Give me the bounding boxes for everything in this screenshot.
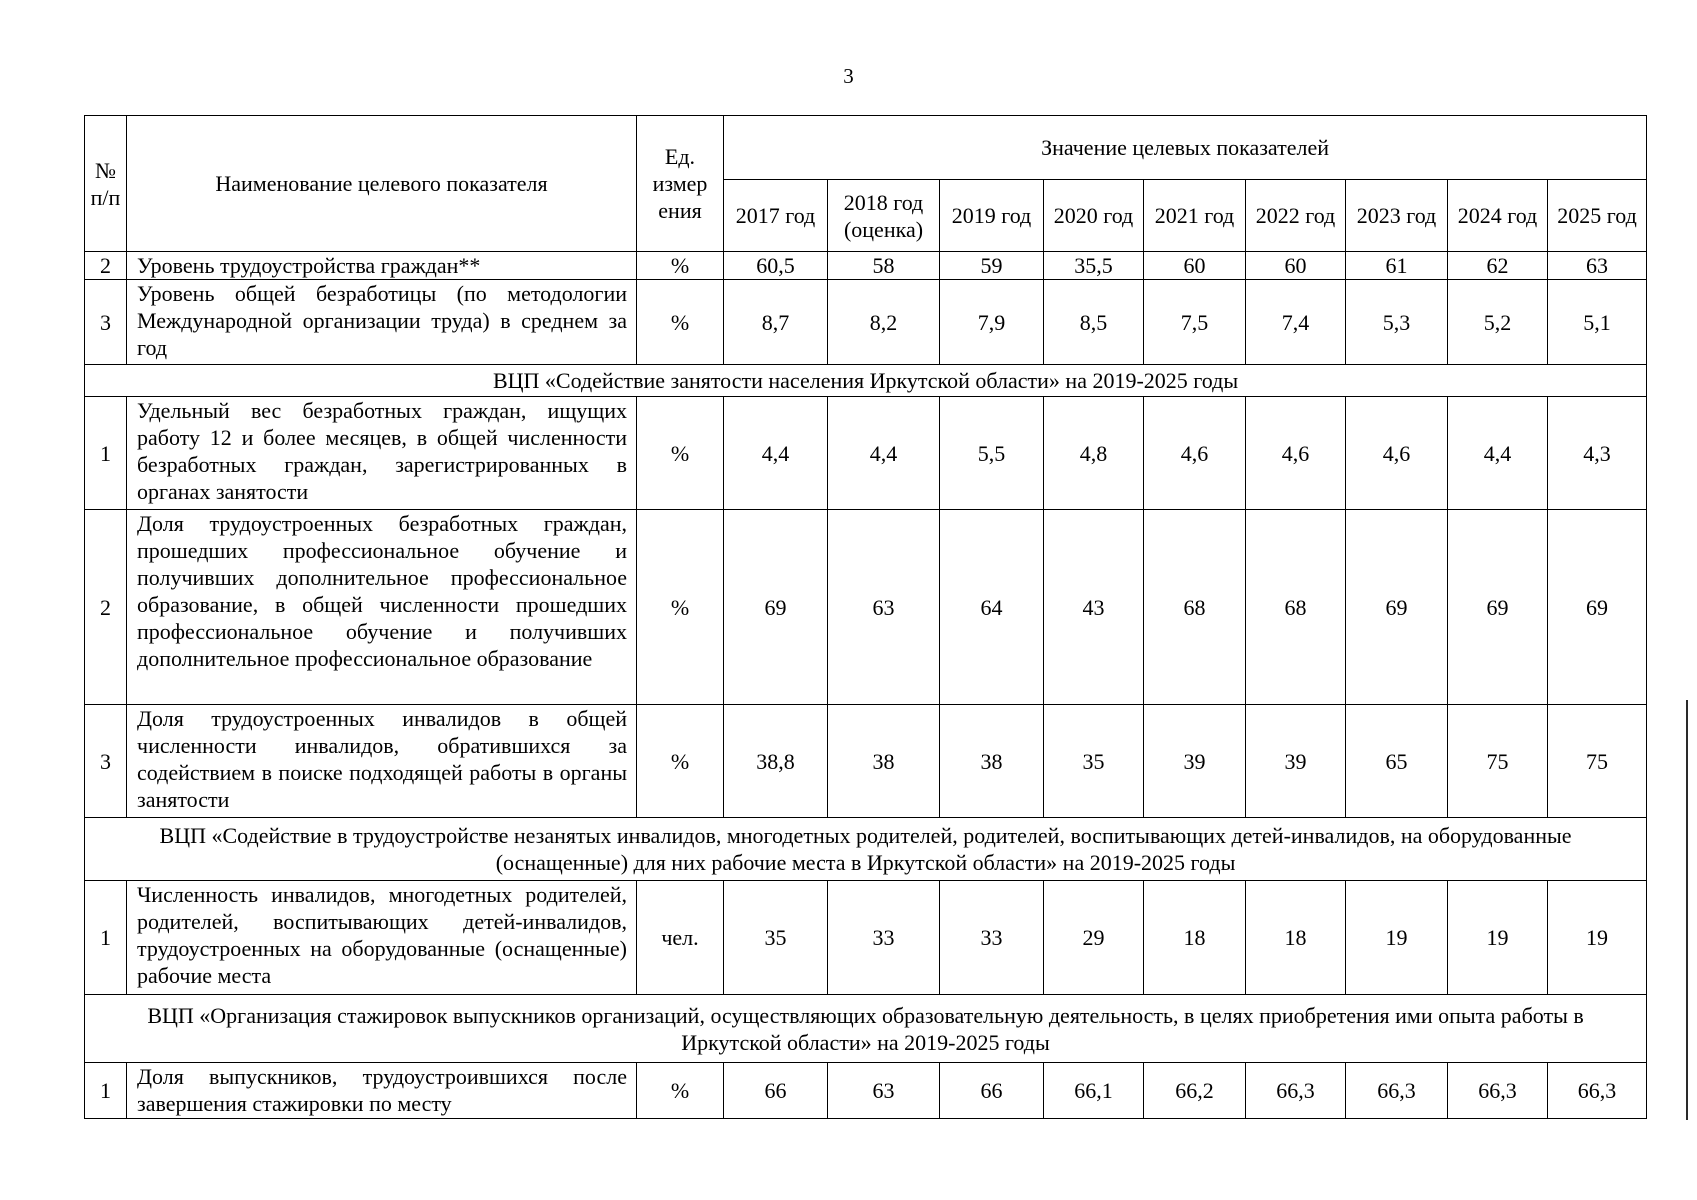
value-cell: 35,5 — [1044, 252, 1144, 280]
indicator-name: Уровень трудоустройства граждан** — [127, 252, 637, 280]
value-cell: 68 — [1246, 510, 1346, 705]
table-row — [85, 705, 1647, 818]
section-title: ВЦП «Содействие в трудоустройстве незанятых инвалидов, многодетных родителей, родителей, воспитывающих детей-инвалидов, на оборудованные (оснащенные) для них рабочие места в Иркутской области» на 2019-2025 годы — [85, 818, 1647, 881]
value-cell: 7,4 — [1246, 280, 1346, 365]
value-cell: 4,4 — [1448, 397, 1548, 510]
header-year: 2025 год — [1548, 180, 1647, 252]
value-cell: 8,7 — [724, 280, 828, 365]
row-number: 1 — [85, 881, 127, 995]
unit-cell: % — [637, 280, 724, 365]
value-cell: 8,5 — [1044, 280, 1144, 365]
value-cell: 19 — [1448, 881, 1548, 995]
value-cell: 66,3 — [1548, 1063, 1647, 1119]
value-cell: 38,8 — [724, 705, 828, 818]
unit-cell: чел. — [637, 881, 724, 995]
value-cell: 4,6 — [1346, 397, 1448, 510]
value-cell: 66 — [724, 1063, 828, 1119]
indicator-name: Доля трудоустроенных инвалидов в общей численности инвалидов, обратившихся за содействием в поиске подходящей работы в органы занятости — [127, 705, 637, 818]
row-number: 3 — [85, 280, 127, 365]
page-number: 3 — [843, 64, 854, 88]
value-cell: 7,9 — [940, 280, 1044, 365]
value-cell: 66,3 — [1346, 1063, 1448, 1119]
unit-cell: % — [637, 510, 724, 705]
header-year: 2021 год — [1144, 180, 1246, 252]
value-cell: 4,6 — [1144, 397, 1246, 510]
value-cell: 66,3 — [1448, 1063, 1548, 1119]
indicator-name: Доля выпускников, трудоустроившихся после завершения стажировки по месту — [127, 1063, 637, 1119]
value-cell: 63 — [828, 510, 940, 705]
section-title: ВЦП «Организация стажировок выпускников организаций, осуществляющих образовательную деятельность, в целях приобретения ими опыта работы в Иркутской области» на 2019-2025 годы — [85, 995, 1647, 1063]
value-cell: 39 — [1246, 705, 1346, 818]
row-number: 1 — [85, 1063, 127, 1119]
indicator-name: Удельный вес безработных граждан, ищущих работу 12 и более месяцев, в общей численности безработных граждан, зарегистрированных в органах занятости — [127, 397, 637, 510]
value-cell: 35 — [1044, 705, 1144, 818]
indicator-name: Численность инвалидов, многодетных родителей, родителей, воспитывающих детей-инвалидов, трудоустроенных на оборудованные (оснащенные) рабочие места — [127, 881, 637, 995]
value-cell: 5,1 — [1548, 280, 1647, 365]
page-edge-line — [1686, 700, 1688, 1120]
value-cell: 66,3 — [1246, 1063, 1346, 1119]
row-number: 1 — [85, 397, 127, 510]
value-cell: 64 — [940, 510, 1044, 705]
header-name: Наименование целевого показателя — [127, 116, 637, 252]
value-cell: 75 — [1448, 705, 1548, 818]
value-cell: 18 — [1246, 881, 1346, 995]
header-year: 2018 год (оценка) — [828, 180, 940, 252]
header-year: 2023 год — [1346, 180, 1448, 252]
value-cell: 43 — [1044, 510, 1144, 705]
table-row — [85, 397, 1647, 510]
value-cell: 38 — [940, 705, 1044, 818]
table-row — [85, 280, 1647, 365]
value-cell: 75 — [1548, 705, 1647, 818]
value-cell: 66,2 — [1144, 1063, 1246, 1119]
value-cell: 4,8 — [1044, 397, 1144, 510]
header-year: 2024 год — [1448, 180, 1548, 252]
table-row — [85, 881, 1647, 995]
value-cell: 19 — [1548, 881, 1647, 995]
value-cell: 18 — [1144, 881, 1246, 995]
header-year: 2019 год — [940, 180, 1044, 252]
value-cell: 4,4 — [724, 397, 828, 510]
value-cell: 60,5 — [724, 252, 828, 280]
indicator-name: Доля трудоустроенных безработных граждан, прошедших профессиональное обучение и получивших дополнительное профессиональное образование, в общей численности прошедших профессиональное обучение и получивших дополнительное профессиональное образование — [127, 510, 637, 705]
value-cell: 69 — [1448, 510, 1548, 705]
value-cell: 66 — [940, 1063, 1044, 1119]
value-cell: 66,1 — [1044, 1063, 1144, 1119]
value-cell: 69 — [1548, 510, 1647, 705]
value-cell: 29 — [1044, 881, 1144, 995]
value-cell: 68 — [1144, 510, 1246, 705]
value-cell: 4,4 — [828, 397, 940, 510]
value-cell: 61 — [1346, 252, 1448, 280]
value-cell: 38 — [828, 705, 940, 818]
header-year: 2017 год — [724, 180, 828, 252]
row-number: 3 — [85, 705, 127, 818]
value-cell: 5,2 — [1448, 280, 1548, 365]
value-cell: 8,2 — [828, 280, 940, 365]
value-cell: 5,5 — [940, 397, 1044, 510]
header-num: № п/п — [85, 116, 127, 252]
value-cell: 62 — [1448, 252, 1548, 280]
table-row — [85, 510, 1647, 705]
value-cell: 19 — [1346, 881, 1448, 995]
table-body — [85, 252, 1647, 1119]
unit-cell: % — [637, 252, 724, 280]
header-values-group: Значение целевых показателей — [724, 116, 1647, 180]
value-cell: 4,6 — [1246, 397, 1346, 510]
indicator-name: Уровень общей безработицы (по методологии Международной организации труда) в среднем за год — [127, 280, 637, 365]
value-cell: 60 — [1144, 252, 1246, 280]
value-cell: 60 — [1246, 252, 1346, 280]
target-indicators-table — [84, 115, 1647, 1119]
value-cell: 33 — [828, 881, 940, 995]
value-cell: 7,5 — [1144, 280, 1246, 365]
section-row — [85, 995, 1647, 1063]
value-cell: 33 — [940, 881, 1044, 995]
table-row — [85, 1063, 1647, 1119]
value-cell: 4,3 — [1548, 397, 1647, 510]
value-cell: 63 — [828, 1063, 940, 1119]
value-cell: 65 — [1346, 705, 1448, 818]
header-year: 2020 год — [1044, 180, 1144, 252]
row-number: 2 — [85, 510, 127, 705]
unit-cell: % — [637, 1063, 724, 1119]
unit-cell: % — [637, 705, 724, 818]
value-cell: 39 — [1144, 705, 1246, 818]
unit-cell: % — [637, 397, 724, 510]
table-row — [85, 252, 1647, 280]
header-unit: Ед. измер ения — [637, 116, 724, 252]
section-title: ВЦП «Содействие занятости населения Иркутской области» на 2019-2025 годы — [85, 365, 1647, 397]
value-cell: 69 — [724, 510, 828, 705]
value-cell: 59 — [940, 252, 1044, 280]
value-cell: 63 — [1548, 252, 1647, 280]
row-number: 2 — [85, 252, 127, 280]
value-cell: 35 — [724, 881, 828, 995]
value-cell: 5,3 — [1346, 280, 1448, 365]
value-cell: 58 — [828, 252, 940, 280]
value-cell: 69 — [1346, 510, 1448, 705]
section-row — [85, 818, 1647, 881]
header-year: 2022 год — [1246, 180, 1346, 252]
section-row — [85, 365, 1647, 397]
